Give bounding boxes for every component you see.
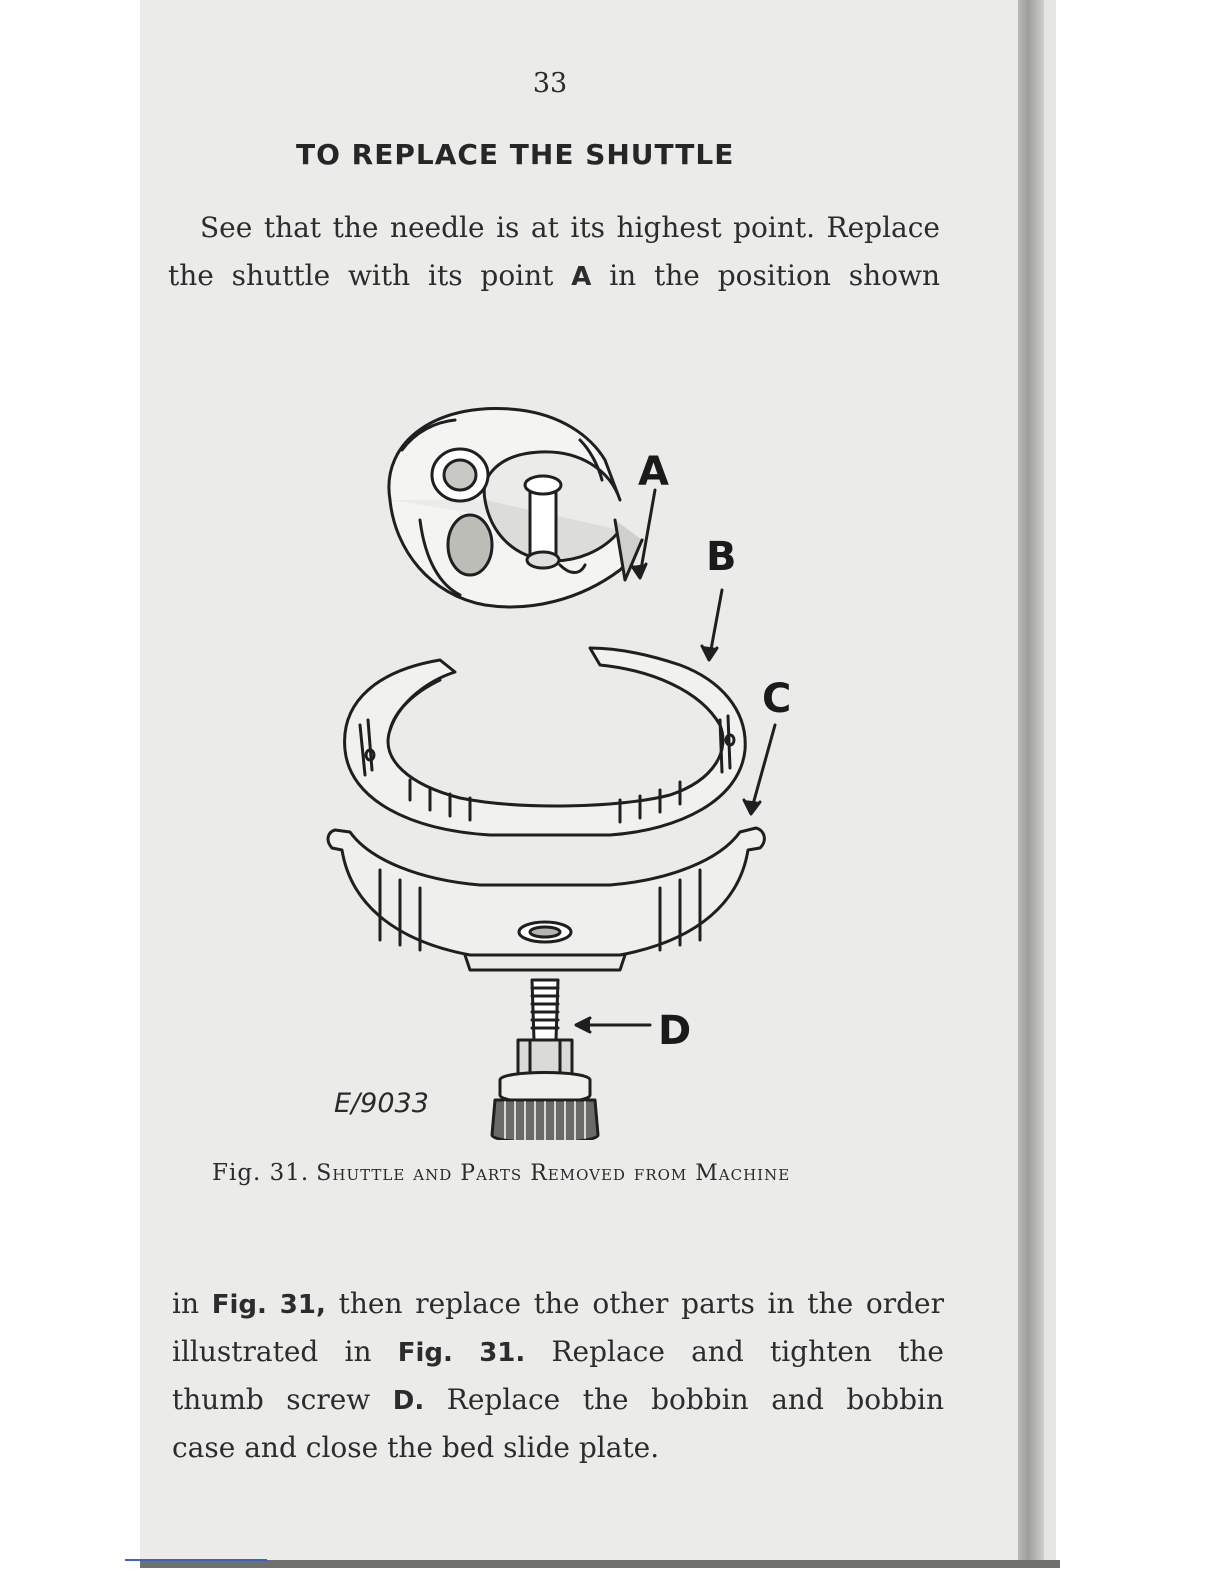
figure-caption-text: Shuttle and Parts Removed from Machine [316, 1161, 791, 1186]
label-d-ref: D. [392, 1386, 425, 1416]
text-span: in the position shown [591, 259, 940, 292]
figure-caption [212, 1160, 790, 1186]
page-edge-light [1044, 0, 1056, 1560]
paragraph-2-line-1 [172, 1280, 944, 1329]
arrow-a [640, 490, 655, 575]
arrow-b [710, 590, 722, 655]
text-span: in [172, 1287, 212, 1320]
label-a: A [638, 449, 669, 495]
arrow-c [752, 725, 775, 808]
shuttle-holder-drawing [328, 828, 764, 970]
paragraph-2-line-4: case and close the bed slide plate. [172, 1431, 660, 1464]
text-span: then replace the other parts in the order [325, 1287, 944, 1320]
label-b: B [706, 534, 737, 580]
text-span: the shuttle with its point [168, 259, 572, 292]
label-d: D [658, 1008, 692, 1054]
figure-code: E/9033 [334, 1088, 429, 1119]
fig-ref: Fig. 31. [397, 1338, 526, 1368]
page-number: 33 [532, 68, 568, 99]
paragraph-2-line-2 [172, 1328, 944, 1377]
shuttle-parts-illustration [320, 380, 800, 1140]
page-edge [1018, 0, 1044, 1566]
label-a-ref: A [571, 262, 592, 292]
shuttle-drawing [389, 408, 642, 606]
text-span: illustrated in [172, 1335, 398, 1368]
text-span: Replace the bobbin and bobbin [424, 1383, 944, 1416]
text-span: Replace and tighten the [525, 1335, 944, 1368]
page-bottom-shadow [140, 1560, 1060, 1568]
figure-number: Fig. 31. [212, 1160, 310, 1186]
paragraph-1-line-2 [168, 252, 940, 301]
thumb-screw-drawing [492, 980, 598, 1140]
text-span: thumb screw [172, 1383, 393, 1416]
scan-mark-line [125, 1559, 267, 1561]
section-heading: TO REPLACE THE SHUTTLE [296, 138, 735, 171]
shuttle-race-drawing [345, 648, 746, 835]
label-c: C [762, 676, 792, 722]
paragraph-1-line-1: See that the needle is at its highest point. Replace [200, 211, 940, 244]
fig-ref: Fig. 31, [211, 1290, 326, 1320]
paragraph-2-line-3 [172, 1376, 944, 1425]
